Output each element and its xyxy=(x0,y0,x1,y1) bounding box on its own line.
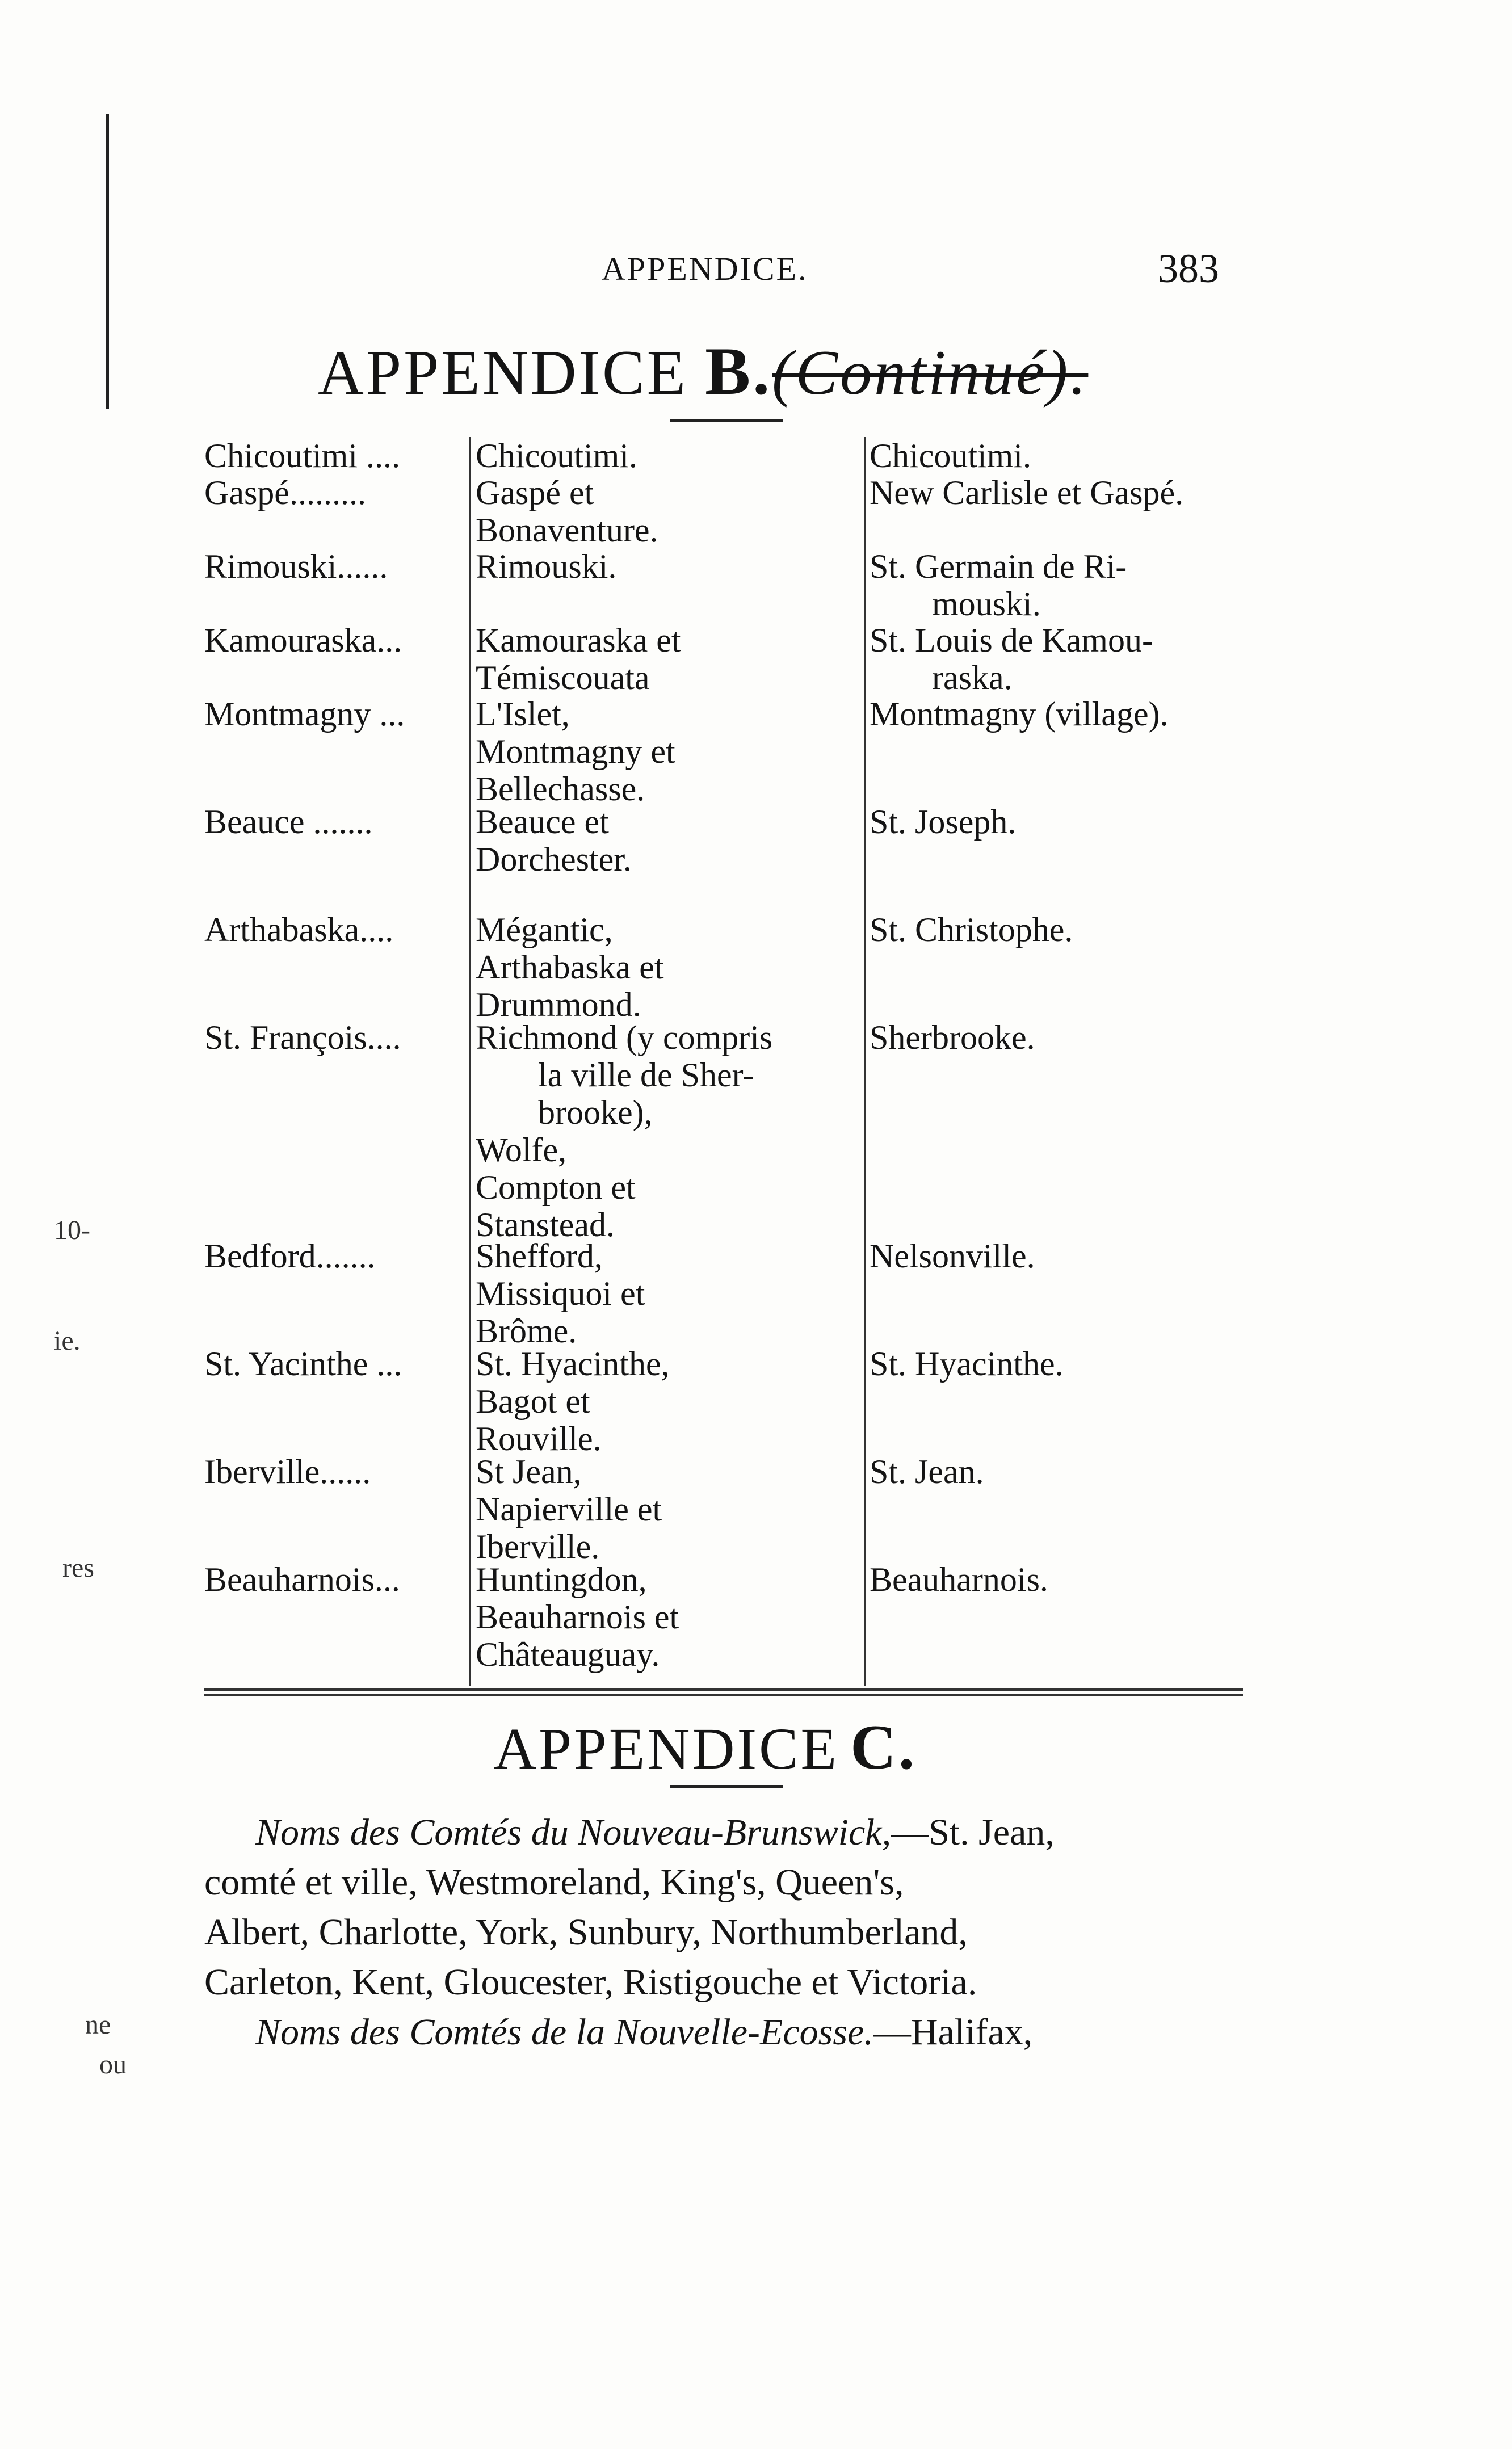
chef-lieu-line: Beauharnois. xyxy=(870,1561,1048,1598)
county-cell: Bedford....... xyxy=(204,1237,376,1275)
divisions-cell xyxy=(476,1019,873,1244)
division-line: Mégantic, xyxy=(476,911,613,948)
division-line: Témiscouata xyxy=(476,659,650,696)
division-line: Drummond. xyxy=(476,986,641,1023)
chef-lieu-cell xyxy=(870,1237,1244,1275)
chef-lieu-cell xyxy=(870,1345,1244,1383)
division-line: Stanstead. xyxy=(476,1206,615,1244)
new-brunswick-paragraph xyxy=(204,1808,1243,2057)
division-line: Rouville. xyxy=(476,1420,602,1457)
divisions-cell xyxy=(476,1561,873,1673)
division-line: Iberville. xyxy=(476,1528,600,1565)
chef-lieu-line: mouski. xyxy=(932,585,1041,623)
chef-lieu-cell xyxy=(870,621,1244,696)
division-line: la ville de Sher- xyxy=(538,1056,754,1094)
chef-lieu-cell xyxy=(870,437,1244,474)
chef-lieu-cell xyxy=(870,1561,1244,1598)
division-line: Beauce et xyxy=(476,803,609,841)
chef-lieu-line: St. Germain de Ri- xyxy=(870,548,1127,585)
division-line: St. Hyacinthe, xyxy=(476,1345,670,1383)
county-cell: Kamouraska... xyxy=(204,621,402,659)
nb-text-first: —St. Jean, xyxy=(891,1812,1055,1853)
appendix-b-title: APPENDICE xyxy=(318,338,688,408)
divisions-cell xyxy=(476,803,873,878)
ns-text-first: —Halifax, xyxy=(873,2011,1033,2053)
division-line: Montmagny et xyxy=(476,733,675,770)
chef-lieu-cell xyxy=(870,911,1244,948)
county-cell: Arthabaska.... xyxy=(204,911,394,948)
divisions-cell xyxy=(476,911,873,1023)
chef-lieu-cell xyxy=(870,474,1244,511)
table-bottom-rule xyxy=(204,1694,1243,1696)
division-line: Brôme. xyxy=(476,1312,577,1350)
nb-line: Albert, Charlotte, York, Sunbury, Northumberland, xyxy=(204,1912,968,1953)
county-cell: Gaspé......... xyxy=(204,474,366,511)
table-bottom-rule xyxy=(204,1688,1243,1691)
division-line: Kamouraska et xyxy=(476,621,681,659)
county-cell: St. Yacinthe ... xyxy=(204,1345,402,1383)
division-line: Missiquoi et xyxy=(476,1275,645,1312)
division-line: Bellechasse. xyxy=(476,770,645,808)
ns-heading: Noms des Comtés de la Nouvelle-Ecosse. xyxy=(255,2011,873,2053)
division-line: Compton et xyxy=(476,1169,636,1206)
divisions-cell xyxy=(476,1237,873,1350)
heading-rule xyxy=(670,1785,783,1788)
division-line: Châteauguay. xyxy=(476,1636,660,1673)
chef-lieu-line: St. Christophe. xyxy=(870,911,1073,948)
division-line: Richmond (y compris xyxy=(476,1019,773,1056)
nb-line: comté et ville, Westmoreland, King's, Queen's, xyxy=(204,1862,904,1903)
chef-lieu-line: St. Joseph. xyxy=(870,803,1017,841)
counties-table xyxy=(204,437,1243,1686)
chef-lieu-line: St. Louis de Kamou- xyxy=(870,621,1153,659)
chef-lieu-line: St. Jean. xyxy=(870,1453,984,1490)
margin-fragment: ne xyxy=(85,2010,111,2040)
running-title: APPENDICE. xyxy=(602,250,808,287)
appendix-c-title: APPENDICE xyxy=(494,1716,839,1782)
margin-fragment: 10- xyxy=(54,1215,90,1245)
county-cell: Montmagny ... xyxy=(204,695,405,733)
division-line: Shefford, xyxy=(476,1237,603,1275)
county-cell: Beauharnois... xyxy=(204,1561,400,1598)
chef-lieu-cell xyxy=(870,1453,1244,1490)
division-line: Rimouski. xyxy=(476,548,617,585)
divisions-cell xyxy=(476,548,873,585)
county-cell: St. François.... xyxy=(204,1019,401,1056)
appendix-c-heading xyxy=(494,1711,917,1784)
column-divider xyxy=(469,437,471,1686)
division-line: Dorchester. xyxy=(476,841,632,878)
chef-lieu-line: Nelsonville. xyxy=(870,1237,1035,1275)
chef-lieu-line: Montmagny (village). xyxy=(870,695,1169,733)
division-line: Wolfe, xyxy=(476,1131,567,1169)
divisions-cell xyxy=(476,621,873,696)
margin-fragment: ie. xyxy=(54,1326,81,1356)
nb-line: Carleton, Kent, Gloucester, Ristigouche et Victoria. xyxy=(204,1961,977,2003)
chef-lieu-cell xyxy=(870,548,1244,623)
divisions-cell xyxy=(476,695,873,808)
appendix-b-continued: (Continué). xyxy=(772,338,1089,408)
county-cell: Iberville...... xyxy=(204,1453,371,1490)
division-line: Gaspé et xyxy=(476,474,594,511)
margin-fragment: ou xyxy=(99,2049,127,2080)
divisions-cell xyxy=(476,1345,873,1457)
division-line: Arthabaska et xyxy=(476,948,664,986)
division-line: brooke), xyxy=(538,1094,653,1131)
divisions-cell xyxy=(476,437,873,474)
chef-lieu-line: raska. xyxy=(932,659,1013,696)
nb-heading: Noms des Comtés du Nouveau-Brunswick, xyxy=(255,1812,892,1853)
appendix-b-letter: B. xyxy=(705,333,772,409)
divisions-cell xyxy=(476,1453,873,1565)
chef-lieu-line: Sherbrooke. xyxy=(870,1019,1035,1056)
division-line: Bagot et xyxy=(476,1383,590,1420)
county-cell: Chicoutimi .... xyxy=(204,437,400,474)
chef-lieu-cell xyxy=(870,695,1244,733)
chef-lieu-cell xyxy=(870,1019,1244,1056)
appendix-b-heading xyxy=(318,332,1088,410)
chef-lieu-cell xyxy=(870,803,1244,841)
division-line: St Jean, xyxy=(476,1453,582,1490)
heading-rule xyxy=(670,419,783,422)
margin-fragment: res xyxy=(62,1553,94,1583)
divisions-cell xyxy=(476,474,873,549)
chef-lieu-line: Chicoutimi. xyxy=(870,437,1031,474)
county-cell: Rimouski...... xyxy=(204,548,388,585)
division-line: Chicoutimi. xyxy=(476,437,637,474)
chef-lieu-line: New Carlisle et Gaspé. xyxy=(870,474,1184,511)
county-cell: Beauce ....... xyxy=(204,803,373,841)
chef-lieu-line: St. Hyacinthe. xyxy=(870,1345,1064,1383)
appendix-c-letter: C. xyxy=(850,1712,917,1783)
binding-edge-mark xyxy=(106,114,109,409)
division-line: Huntingdon, xyxy=(476,1561,647,1598)
division-line: Napierville et xyxy=(476,1490,662,1528)
division-line: Beauharnois et xyxy=(476,1598,679,1636)
page-number: 383 xyxy=(1158,246,1219,291)
division-line: Bonaventure. xyxy=(476,511,658,549)
division-line: L'Islet, xyxy=(476,695,570,733)
